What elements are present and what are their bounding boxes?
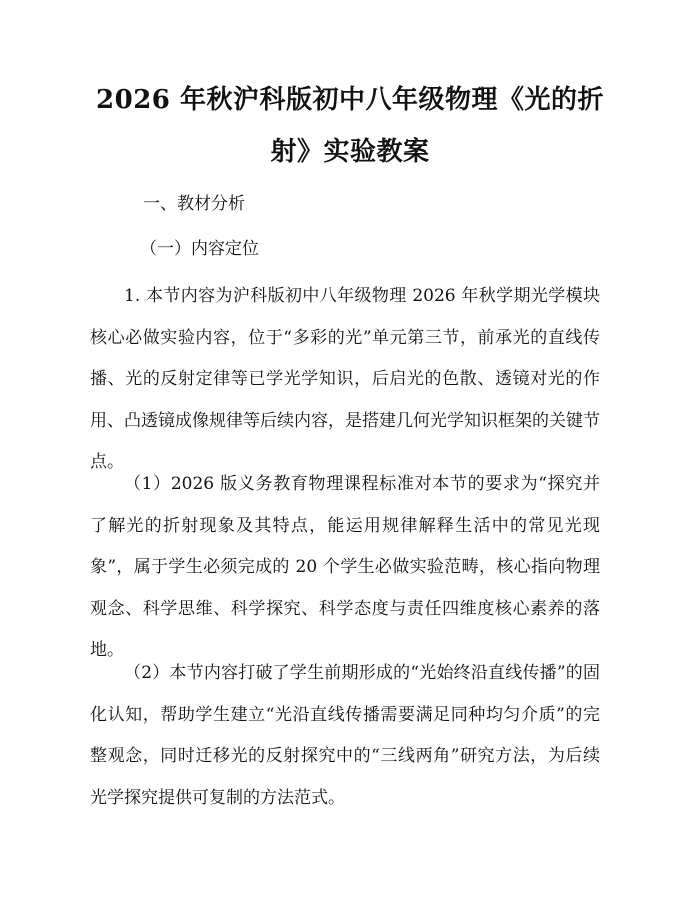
document-title: 2026 年秋沪科版初中八年级物理《光的折射》实验教案 [96,85,604,167]
paragraph: 1. 本节内容为沪科版初中八年级物理 2026 年秋学期光学模块核心必做实验内容，位于“多彩的光”单元第三节，前承光的直线传播、光的反射定律等已学光学知识，后启光的色散、透镜对光的作用、凸透镜成像规律等后续内容，是搭建几何光学知识框架的关键节点。 [90,286,600,472]
paragraph: （1）2026 版义务教育物理课程标准对本节的要求为“探究并了解光的折射现象及其特点，能运用规律解释生活中的常见光现象”，属于学生必须完成的 20 个学生必做实验范畴，核心指向物理观念、科学思维、科学探究、科学态度与责任四维度核心素养的落地。 [90,474,600,660]
section-heading: 一、教材分析 [143,194,245,214]
paragraph: （2）本节内容打破了学生前期形成的“光始终沿直线传播”的固化认知，帮助学生建立“光沿直线传播需要满足同种均匀介质”的完整观念，同时迁移光的反射探究中的“三线两角”研究方法，为后续光学探究提供可复制的方法范式。 [90,663,600,808]
subsection-heading: （一）内容定位 [140,239,259,259]
